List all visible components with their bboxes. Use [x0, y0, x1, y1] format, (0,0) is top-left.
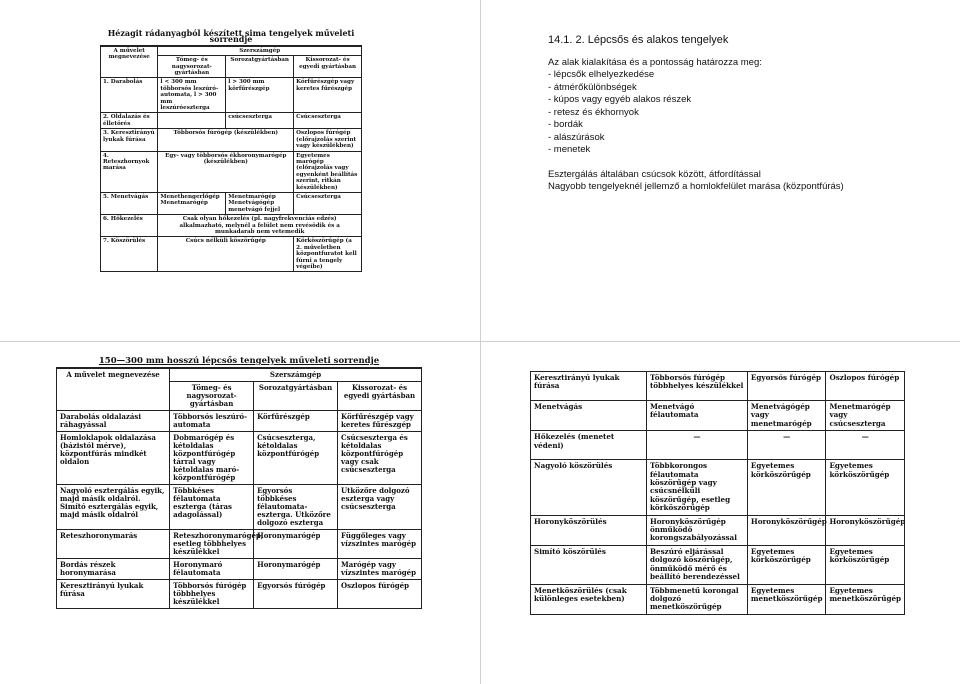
table-cell: Keresztirányú lyukak fúrása: [531, 372, 647, 401]
table-row: [531, 584, 905, 614]
table-cell: Horonymarógép: [254, 559, 338, 580]
table-cell: Csúcseszterga: [294, 113, 362, 129]
table-cell: Menetmarógép vagy csúcseszterga: [826, 401, 905, 431]
bullet-item: - retesz és ékhornyok: [548, 106, 639, 118]
table-cell: 5. Menetvágás: [101, 192, 158, 214]
header-cell: Kissorozat- és egyedi gyártásban: [294, 56, 362, 78]
header-cell: A művelet megnevezése: [57, 369, 170, 411]
table-cell: Csak olyan hőkezelés (pl. nagyfrekvenciás edzés) alkalmazható, melynél a felület nem revésödik és a munkadarab nem vetemedik: [158, 215, 362, 237]
table-cell: Nagyoló esztergálás egyik, majd másik oldalról. Simító esztergálás egyik, majd másik oldalról: [57, 485, 170, 530]
table-cell: Többorsós fúrógép (készülékben): [158, 129, 294, 151]
table-cell: Egyetemes körköszörűgép: [826, 460, 905, 515]
slide-intro: Az alak kialakítása és a pontosság határozza meg:: [548, 56, 762, 68]
header-cell: Tömeg- és nagysorozat-gyártásban: [158, 56, 226, 78]
table-cell: Horonymaró félautomata: [170, 559, 254, 580]
table-cell: Oszlopos fúrógép: [826, 372, 905, 401]
table-row: [101, 215, 362, 237]
table-cell: Egyetemes körköszörűgép: [747, 460, 826, 515]
table-cell: Horonyköszörülés: [531, 515, 647, 545]
table-cell: Csúcseszterga: [294, 192, 362, 214]
table-cell: 1. Darabolás: [101, 78, 158, 113]
table-cell: Függőleges vagy vízszintes marógép: [338, 530, 422, 559]
table-cell: 3. Keresztirányú lyukak fúrása: [101, 129, 158, 151]
table-cell: Nagyoló köszörülés: [531, 460, 647, 515]
table-cell: Menetvágás: [531, 401, 647, 431]
table-cell: Menethengerlőgép Menetmarógép: [158, 192, 226, 214]
table-cell: Csúcseszterga és kétoldalas központfúrógép vagy csak csúcseszterga: [338, 432, 422, 485]
table-row: [57, 432, 422, 485]
header-cell: Kissorozat- és egyedi gyártásban: [338, 382, 422, 411]
table-row: [531, 460, 905, 515]
table-cell: Egyetemes körköszörűgép: [826, 545, 905, 584]
operations-table: [56, 368, 422, 609]
note-line: Esztergálás általában csúcsok között, átfordítással: [548, 168, 761, 180]
table-smooth-shafts: [100, 30, 362, 272]
table-cell: csúcseszterga: [226, 113, 294, 129]
table-cell: —: [646, 431, 747, 460]
table-cell: Menetvágó félautomata: [646, 401, 747, 431]
table-row: [57, 559, 422, 580]
table-cell: Egyorsós fúrógép: [747, 372, 826, 401]
table-cell: 4. Reteszhornyok marása: [101, 151, 158, 192]
table-cell: 6. Hőkezelés: [101, 215, 158, 237]
table-cell: Többorsós fúrógép többhelyes készülékkel: [646, 372, 747, 401]
table-row: [101, 237, 362, 272]
table-cell: Simító köszörülés: [531, 545, 647, 584]
table-cell: Többorsós fúrógép többhelyes készülékkel: [170, 580, 254, 609]
quadrant-divider-vertical: [480, 0, 481, 684]
table-cell: Többkéses félautomata eszterga (táras adagolással): [170, 485, 254, 530]
table-cell: Oszlopos fúrógép (előrajzolás szerint vagy készülékben): [294, 129, 362, 151]
table-cell: —: [826, 431, 905, 460]
table-title: Hézagit rádanyagból készített sima tengelyek műveleti sorrendje: [100, 30, 362, 46]
table-cell: Reteszhoronymarógép, esetleg többhelyes készülékkel: [170, 530, 254, 559]
header-cell: Szerszámgép: [170, 369, 422, 382]
table-cell: Bordás részek horonymarása: [57, 559, 170, 580]
table-cell: Körfűrészgép vagy keretes fűrészgép: [338, 411, 422, 432]
table-title: 150—300 mm hosszú lépcsős tengelyek műveleti sorrendje: [56, 357, 422, 368]
table-row: [531, 372, 905, 401]
quadrant-divider-horizontal: [0, 341, 960, 342]
header-cell: Sorozatgyártásban: [254, 382, 338, 411]
table-cell: Többmenetű korongal dolgozó menetköszörűgép: [646, 584, 747, 614]
table-cell: Menetvágógép vagy menetmarógép: [747, 401, 826, 431]
table-row: [101, 151, 362, 192]
table-row: [531, 401, 905, 431]
table-cell: Horonyköszörűgép: [747, 515, 826, 545]
table-row: [101, 113, 362, 129]
slide-title: 14.1. 2. Lépcsős és alakos tengelyek: [548, 34, 729, 46]
table-cell: Menetköszörülés (csak különleges esetekben): [531, 584, 647, 614]
table-cell: Egy- vagy többorsós ékhoronymarógép (készülékben): [158, 151, 294, 192]
table-row: [57, 580, 422, 609]
header-cell: Szerszámgép: [158, 46, 362, 55]
table-cell: Horonyköszörűgép: [826, 515, 905, 545]
table-row: [57, 411, 422, 432]
header-cell: Tömeg- és nagysorozat-gyártásban: [170, 382, 254, 411]
table-cell: Körköszörűgép (a 2. műveletben központfuratot kell fúrni a tengely végeibe): [294, 237, 362, 272]
table-cell: Horonyköszörűgép önműködő korongszabályozással: [646, 515, 747, 545]
table-row: [531, 515, 905, 545]
operations-table: [530, 371, 905, 615]
table-cell: Utközőre dolgozó eszterga vagy csúcseszterga: [338, 485, 422, 530]
table-row: [57, 530, 422, 559]
table-cell: Reteszhoronymarás: [57, 530, 170, 559]
bullet-item: - menetek: [548, 144, 591, 155]
table-cell: Körfűrészgép vagy keretes fűrészgép: [294, 78, 362, 113]
table-cell: Homloklapok oldalazása (bázistól mérve), központfúrás mindkét oldalon: [57, 432, 170, 485]
table-cell: Horonymarógép: [254, 530, 338, 559]
bullet-item: - alászúrások: [548, 131, 605, 143]
table-cell: —: [747, 431, 826, 460]
table-cell: Többorsós leszúró-automata: [170, 411, 254, 432]
slide-text-panel: [548, 34, 948, 194]
table-stepped-shafts: [56, 357, 422, 609]
table-cell: Dobmarógép és kétoldalas központfúrógép tárral vagy kétoldalas maró-központfúrógép: [170, 432, 254, 485]
table-cell: Csúcseszterga, kétoldalas központfúrógép: [254, 432, 338, 485]
bullet-item: - kúpos vagy egyéb alakos részek: [548, 94, 692, 105]
operations-table: [100, 46, 362, 273]
table-cell: Hőkezelés (menetet védeni): [531, 431, 647, 460]
table-row: [101, 129, 362, 151]
table-cell: Egyetemes marógép (előrajzolás vagy egyenként beállítás szerint, ritkán készülékben): [294, 151, 362, 192]
table-cell: Marógép vagy vízszintes marógép: [338, 559, 422, 580]
table-cell: Darabolás oldalazási ráhagyással: [57, 411, 170, 432]
header-cell: Sorozatgyártásban: [226, 56, 294, 78]
bullet-list: [548, 69, 948, 157]
table-cell: Keresztirányú lyukak fúrása: [57, 580, 170, 609]
note-line: Nagyobb tengelyeknél jellemző a homlokfelület marása (központfúrás): [548, 181, 844, 192]
table-stepped-shafts-continued: [530, 371, 905, 615]
table-cell: Egyorsós fúrógép: [254, 580, 338, 609]
table-cell: 7. Köszörülés: [101, 237, 158, 272]
bullet-item: - átmérőkülönbségek: [548, 81, 637, 93]
bullet-item: - bordák: [548, 119, 583, 130]
table-cell: Körfűrészgép: [254, 411, 338, 432]
table-row: [531, 545, 905, 584]
table-cell: Beszúró eljárással dolgozó köszörűgép, önműködő mérő és beállító berendezéssel: [646, 545, 747, 584]
header-cell: A művelet megnevezése: [101, 46, 158, 78]
table-cell: Egyorsós többkéses félautomata-eszterga. Utközőre dolgozó eszterga: [254, 485, 338, 530]
table-cell: l < 300 mm többorsós leszúró-automata, l > 300 mm leszúróeszterga: [158, 78, 226, 113]
table-cell: l > 300 mm körfűrészgép: [226, 78, 294, 113]
table-cell: Menetmarógép Menetvágógép menetvágó fejjel: [226, 192, 294, 214]
table-cell: Oszlopos fúrógép: [338, 580, 422, 609]
table-cell: 2. Oldalazás és élletörés: [101, 113, 158, 129]
table-row: [57, 485, 422, 530]
table-cell: Csúcs nélküli köszörűgép: [158, 237, 294, 272]
table-cell: [158, 113, 226, 129]
table-cell: Egyetemes körköszörűgép: [747, 545, 826, 584]
table-cell: Többkorongos félautomata köszörűgép vagy csúcsnélküli köszörűgép, esetleg körköszörűgép: [646, 460, 747, 515]
table-row: [101, 78, 362, 113]
table-cell: Egyetemes menetköszörűgép: [826, 584, 905, 614]
table-row: [531, 431, 905, 460]
table-cell: Egyetemes menetköszörűgép: [747, 584, 826, 614]
table-row: [101, 192, 362, 214]
bullet-item: - lépcsők elhelyezkedése: [548, 69, 655, 80]
